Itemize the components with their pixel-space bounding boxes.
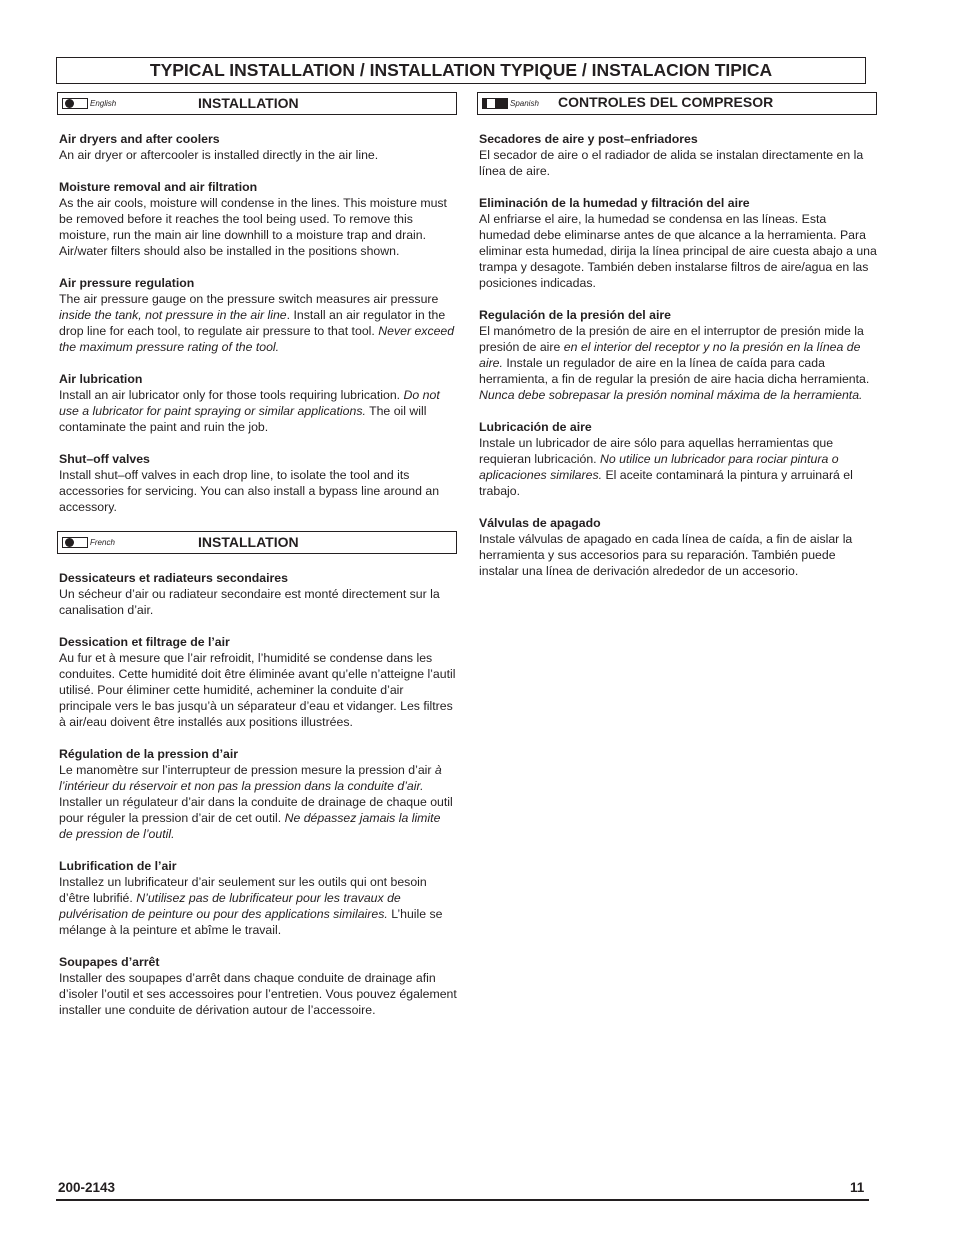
italic-text: Nunca debe sobrepasar la presión nominal máxima de la herramienta.	[479, 388, 863, 402]
section-text	[59, 874, 457, 938]
body-text: Install shut–off valves in each drop line, to isolate the tool and its accessories for servicing. You can also install a bypass line around an accessory.	[59, 468, 440, 514]
section-text	[59, 147, 457, 163]
spanish-language-tab	[482, 97, 539, 110]
body-text: The oil will contaminate the paint and ruin the job.	[59, 404, 427, 434]
body-text: Instale válvulas de apagado en cada línea de caída, a fin de aislar la herramienta y sus accesorios para su reparación. También puede instalar una línea de derivación alrededor de un accesorio.	[479, 532, 853, 578]
section	[59, 954, 457, 1018]
section-title: Válvulas de apagado	[479, 516, 601, 530]
section-text	[479, 147, 877, 179]
italic-text: N’utilisez pas de lubrificateur pour les travaux de pulvérisation de peinture ou pour des applications similaires.	[59, 891, 401, 921]
spanish-heading: CONTROLES DEL COMPRESOR	[558, 94, 774, 110]
body-text: As the air cools, moisture will condense in the lines. This moisture must be removed before it reaches the tool being used. To remove this moisture, run the main air line downhill to a moisture trap and drain. Air/water filters should also be installed in the positions shown.	[59, 196, 447, 258]
section-title: Lubricación de aire	[479, 420, 592, 434]
section-title: Dessication et filtrage de l’air	[59, 635, 230, 649]
body-text: . Install an air regulator in the drop line for each tool, to regulate air pressure to that tool.	[59, 308, 446, 338]
section-title: Régulation de la pression d’air	[59, 747, 239, 761]
section-title: Air pressure regulation	[59, 276, 195, 290]
body-text: Au fur et à mesure que l’air refroidit, l’humidité se condense dans les conduites. Cette humidité doit être éliminée avant qu’elle n’atteigne l’autil utilisé. Pour éliminer cette humidité, acheminer la conduite d’air principale vers le bas jusqu’à un séparateur d’eau et vidanger. Les filtres à air/eau doivent être installés aux positions illustrées.	[59, 651, 456, 729]
italic-text: Ne dépassez jamais la limite de pression de l’outil.	[59, 811, 441, 841]
language-name: English	[90, 99, 117, 108]
section	[59, 275, 457, 355]
section	[59, 746, 457, 842]
section-text	[479, 323, 877, 403]
section-title: Eliminación de la humedad y filtración del aire	[479, 196, 750, 210]
section	[59, 634, 457, 730]
body-text: El secador de aire o el radiador de alida se instalan directamente en la línea de aire.	[479, 148, 864, 178]
body-text: Instale un regulador de aire en la línea de caída para cada herramienta, a fin de regular la presión de aire hacia dicha herramienta.	[479, 356, 870, 386]
footer-rule	[56, 1199, 869, 1201]
language-name: Spanish	[510, 99, 539, 108]
section-text	[59, 762, 457, 842]
section-title: Moisture removal and air filtration	[59, 180, 258, 194]
right-column	[477, 92, 877, 595]
page-title: TYPICAL INSTALLATION / INSTALLATION TYPIQUE / INSTALACION TIPICA	[56, 57, 866, 84]
italic-text: en el interior del receptor y no la presión en la línea de aire.	[479, 340, 861, 370]
section	[479, 515, 877, 579]
body-text: An air dryer or aftercooler is installed directly in the air line.	[59, 148, 379, 162]
section	[479, 307, 877, 403]
language-marker-icon	[62, 537, 88, 548]
section-text	[59, 467, 457, 515]
section	[59, 858, 457, 938]
left-column	[57, 92, 457, 1034]
language-marker-icon	[62, 98, 88, 109]
body-text: Installer un régulateur d’air dans la conduite de drainage de chaque outil pour réguler la pression d’air de cet outil.	[59, 795, 453, 825]
english-heading: INSTALLATION	[198, 95, 299, 111]
body-text: Le manomètre sur l’interrupteur de pression mesure la pression d’air	[59, 763, 435, 777]
body-text: El aceite contaminará la pintura y arruinará el trabajo.	[479, 468, 853, 498]
section-text	[479, 211, 877, 291]
section-text	[59, 586, 457, 618]
section-text	[59, 650, 457, 730]
section-title: Soupapes d’arrêt	[59, 955, 160, 969]
section-text	[59, 195, 457, 259]
section-title: Lubrification de l’air	[59, 859, 177, 873]
section-title: Regulación de la presión del aire	[479, 308, 672, 322]
french-language-tab	[62, 536, 115, 549]
language-name: French	[90, 538, 115, 547]
section	[479, 419, 877, 499]
body-text: Install an air lubricator only for those tools requiring lubrication.	[59, 388, 404, 402]
section-title: Shut–off valves	[59, 452, 150, 466]
section	[479, 195, 877, 291]
body-text: Al enfriarse el aire, la humedad se condensa en las líneas. Esta humedad debe eliminarse antes de que alcance a la herramienta. Para eliminar esta humedad, dirija la línea principal de aire cuesta abajo a una trampa y desagote. También deben instalarse filtros de aire/agua en las posiciones indicadas.	[479, 212, 877, 290]
section-title: Dessicateurs et radiateurs secondaires	[59, 571, 288, 585]
section	[59, 131, 457, 163]
section-text	[59, 291, 457, 355]
section-title: Air dryers and after coolers	[59, 132, 220, 146]
body-text: El manómetro de la presión de aire en el interruptor de presión mide la presión de aire	[479, 324, 864, 354]
section-text	[59, 970, 457, 1018]
french-sections	[57, 554, 457, 1018]
section-title: Secadores de aire y post–enfriadores	[479, 132, 698, 146]
section-text	[479, 435, 877, 499]
section-text	[479, 531, 877, 579]
italic-text: No utilice un lubricador para rociar pintura o aplicaciones similares.	[479, 452, 839, 482]
spanish-sections	[477, 115, 877, 579]
section	[59, 371, 457, 435]
body-text: Un sécheur d’air ou radiateur secondaire est monté directement sur la canalisation d’air.	[59, 587, 440, 617]
section	[59, 570, 457, 618]
spanish-header	[477, 92, 877, 115]
french-heading: INSTALLATION	[198, 534, 299, 550]
italic-text: Never exceed the maximum pressure rating of the tool.	[59, 324, 455, 354]
english-header	[57, 92, 457, 115]
section-title: Air lubrication	[59, 372, 143, 386]
italic-text: inside the tank, not pressure in the air line	[59, 308, 287, 322]
body-text: L’huile se mélange à la peinture et abîme le travail.	[59, 907, 443, 937]
section	[479, 131, 877, 179]
section	[59, 179, 457, 259]
section	[59, 451, 457, 515]
body-text: Instale un lubricador de aire sólo para aquellas herramientas que requieran lubricación.	[479, 436, 834, 466]
italic-text: à l’intérieur du réservoir et non pas la pression dans la conduite d’air.	[59, 763, 442, 793]
section-text	[59, 387, 457, 435]
body-text: Installez un lubrificateur d’air seulement sur les outils qui ont besoin d’être lubrifié.	[59, 875, 427, 905]
english-language-tab	[62, 97, 116, 110]
english-sections	[57, 115, 457, 515]
french-header	[57, 531, 457, 554]
body-text: The air pressure gauge on the pressure switch measures air pressure	[59, 292, 439, 306]
page-number: 11	[850, 1180, 865, 1195]
body-text: Installer des soupapes d’arrêt dans chaque conduite de drainage afin d’isoler l’outil et ses accessoires pour l’entretien. Vous pouvez également installer une conduite de dérivation autour de l’accessoire.	[59, 971, 457, 1017]
italic-text: Do not use a lubricator for paint spraying or similar applications.	[59, 388, 440, 418]
language-marker-icon	[482, 98, 508, 109]
document-number: 200-2143	[58, 1180, 116, 1195]
